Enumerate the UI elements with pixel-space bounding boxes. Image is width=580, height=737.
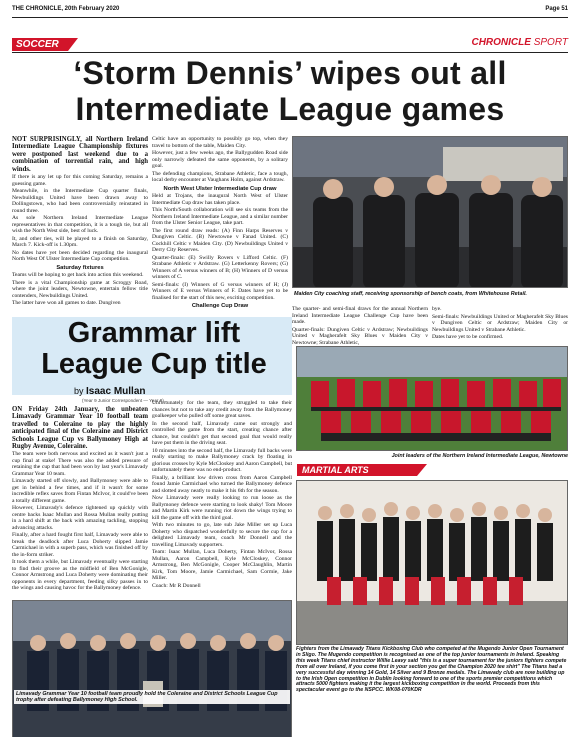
byline-sub: (Year 9 Junior Correspondent — Year 9) — [82, 398, 164, 403]
page-number: Page 51 — [545, 6, 568, 12]
story1-lead: NOT SURPRISINGLY, all Northern Ireland Intermediate League Championship fixtures were postponed last weekend due to a combination of torrential rain, and high winds. — [12, 136, 148, 173]
paragraph: However, Limavady's defence tightened up quickly with centre backs Isaac Mullan and Rossa Mullan really putting in a hard shift at the back with amazing tackling, stopping advancing attacks. — [12, 505, 148, 531]
paragraph: bye. — [432, 306, 442, 312]
brand-chronicle: CHRONICLE — [471, 37, 531, 48]
paragraph: With two minutes to go, late sub Jake Miller set up Luca Doherty who dispatched wonderfully to secure the cup for a delighted Limavady team, coach Mr Donnell and the travelling Limavady supporters. — [152, 522, 292, 548]
photo-kickboxing-club — [296, 480, 568, 645]
paragraph: Now Limavady were really looking to run loose as the Ballymoney defence were starting to look shaky! Tom Moore and Martin Kirk were running riot down the wings trying to kill the game off with the third goal. — [152, 495, 292, 521]
paragraph: The first round draw reads: (A) Finn Harps Reserves v Dungiven Celtic. (B) Newtowne v Fanad United. (C) Cockhill Celtic v Maiden City. (D) Newbuildings United v Derry City Reserves. — [152, 227, 288, 253]
story2-lead: ON Friday 24th January, the unbeaten Limavady Grammar Year 10 football team travelled to Coleraine to play the highly anticipated final of the Coleraine and District Schools League Cup vs Ballymoney High at Rugby Avenue, Coleraine. — [12, 406, 148, 451]
paragraph: The quarter- and semi-final draws for the annual Northern Ireland Intermediate League Challenge Cup have been made. — [292, 306, 428, 325]
paragraph: Dates have yet to be confirmed. — [432, 334, 504, 340]
brand-sport: SPORT — [533, 37, 568, 48]
section-rule — [12, 52, 568, 53]
story1-column-2 — [152, 136, 288, 314]
byline-prefix: by — [74, 386, 84, 396]
paragraph: Unfortunately for the team, they struggled to take their chances but not to take any credit away from the Ballymoney goalkeeper who pulled off some great saves. — [152, 400, 292, 419]
paragraph: Celtic have an opportunity to possibly go top, when they travel to bottom of the table, Maiden City. — [152, 136, 288, 149]
header-date: THE CHRONICLE, 20th February 2020 — [12, 6, 120, 12]
paragraph: Quarter-finals: Dungiven Celtic v Ardstraw; Newbuildings United v Magherafelt Sky Blues v Maiden City v Newtowne; Strabane Athletic, — [292, 326, 428, 346]
byline-name: Isaac Mullan — [86, 386, 146, 397]
headline-line-1: ‘Storm Dennis’ wipes out all — [73, 55, 507, 91]
story2-column-1 — [12, 406, 148, 596]
byline — [74, 386, 146, 397]
paragraph: This North/South collaboration will see six teams from the Northern Ireland Intermediate League, and a similar number from the Ulster Senior League, take part. — [152, 207, 288, 226]
photo-newtowne-team — [296, 346, 568, 451]
paragraph: Quarter-finals: (E) Swilly Rovers v Lifford Celtic. (F) Strabane Athletic v Ardstraw. (G) Letterkenny Rovers; (G) Winners of A versus winners of B; (H) Winners of D versus winners of C. — [152, 254, 288, 280]
paragraph: As sole Northern Ireland Intermediate League representatives in that competition, it is a tough tie, but all wish the North West side, best of luck. — [12, 215, 148, 235]
story1-column-4 — [432, 306, 568, 346]
photo-grammar-team — [12, 600, 292, 737]
header-rule — [12, 17, 568, 18]
photo4-caption: Fighters from the Limavady Titans Kickboxing Club who competed at the Mugendo Junior Open Tournament in Sligo. The Mugendo competition is recognised as one of the top junior tournaments in Ireland. Speaking this week Titans chief instructor Willie Leavy said "this is a super tournament for the juniors fighters compete from all over Ireland, if you come first in your section you get the Champion 2020 tee shirt" The Titans had a very successful day winning 14 Gold, 14 Silver and 9 Bronze medals. The Limavady club are now building up to the Irish Open competition in Dublin looking forward to one of the sports premier competitions which attracts 5000 fighters making it the largest kickboxing competition in the world. Proceeds from this spectacular event go to the NSPCC. WK08-070KDR — [296, 646, 567, 694]
story2-title — [24, 318, 284, 380]
section-tag-arrow — [417, 464, 427, 476]
story1-column-3 — [292, 306, 428, 346]
paragraph: Finally, after a hard fought first half, Limavady were able to break the deadlock after Luca Doherty slipped Jamie Carmichael in with a superb pass, which was finished off by the in-form striker. — [12, 532, 148, 558]
photo-kickboxing-illustration — [297, 481, 568, 645]
paragraph: It took them a while, but Limavady eventually were starting to find their groove as the midfield of Ben McGonigle, Connor Armstrong and Luca Doherty were dominating their opponents in every department, feeding silky passes in to the wings and causing havoc for the Ballymoney defence. — [12, 559, 148, 592]
story2-column-2 — [152, 400, 292, 596]
paragraph: Semi-finals: Newbuildings United or Magherafelt Sky Blues v Dungiven Celtic or Ardstraw; Maiden City or Newbuildings United v Strabane Athletic. — [432, 313, 568, 333]
page-header — [12, 4, 568, 16]
photo2-caption: Joint leaders of the Northern Ireland Intermediate League, Newtowne — [391, 453, 568, 459]
paragraph: 10 minutes into the second half, the Limavady full backs were really starting to make Ballymoney crack by floating in glorious crosses by Kyle McCloskey and Aaron Campbell, but unfortunately there was no end-product. — [152, 447, 292, 473]
subheading: Challenge Cup Draw — [191, 303, 249, 309]
photo-maiden-city-illustration — [293, 137, 568, 288]
headline-line-2: Intermediate League games — [75, 91, 505, 127]
paragraph: If there is any let up for this coming Saturday, remains a guessing game. — [12, 174, 148, 187]
story2-title-line-2: League Cup title — [41, 348, 267, 380]
section-tag-soccer: SOCCER — [12, 38, 68, 51]
main-headline — [12, 55, 568, 127]
story1-column-1 — [12, 136, 148, 314]
paragraph: The team were both nervous and excited as it wasn't just a cup final at stake! There was also the added pressure of retaining the cup that had been won by last year's Limavady Grammar Year 10 team. — [12, 451, 148, 477]
photo3-caption: Limavady Grammar Year 10 football team proudly hold the Coleraine and District Schools League Cup trophy after defeating Ballymoney High School. — [14, 690, 290, 704]
paragraph: However, just a few weeks ago, the Ballygudden Road side only narrowly defeated the same opponents, by a solitary goal. — [152, 150, 288, 169]
section-tag-martial-arts: MARTIAL ARTS — [297, 464, 417, 476]
photo-newtowne-illustration — [297, 347, 568, 451]
paragraph: Finally, a brilliant low driven cross from Aaron Campbell found Jamie Carmichael who turned the Ballymoney defence and slotted away neatly to make it his 6th for the season. — [152, 474, 292, 494]
paragraph: Coach: Mr R Donnell — [152, 582, 201, 589]
paragraph: Teams will be hoping to get back into action this weekend. — [12, 272, 144, 279]
paragraph: In the second half, Limavady came out strongly and controlled the game from the start, creating chance after chance, but couldn't get that second goal that would really have put them in the driving seat. — [152, 420, 292, 446]
paragraph: The defending champions, Strabane Athletic, face a tough, local derby encounter at Vaughans Holm, against Ardstraw. — [152, 170, 288, 183]
photo-grammar-illustration — [13, 601, 292, 737]
subheading: Saturday fixtures — [56, 264, 104, 271]
story2-title-line-1: Grammar lift — [67, 317, 241, 349]
photo1-caption: Maiden City coaching staff, receiving sponsorship of bench coats, from Whitehouse Retail. — [294, 291, 527, 297]
paragraph: The latter have won all games to date. Dungiven — [12, 300, 121, 307]
paragraph: There is a vital Championship game at Scroggy Road, where the joint leaders, Newtowne, entertain fellow title contenders, Newbuildings United. — [12, 279, 148, 299]
paragraph: Semi-finals: (I) Winners of G versus winners of H; (J) Winners of E versus Winners of F. Dates have yet to be finalised for the start of this new, exciting competition. — [152, 281, 288, 301]
paragraph: It, and other ties, will be played to a finish on Saturday, March 7. Kick-off is 1.30pm. — [12, 235, 148, 249]
photo-maiden-city-coaches — [292, 136, 568, 288]
paragraph: Team: Isaac Mullan, Luca Doherty, Fintan McIvor, Rossa Mullan, Aaron Campbell, Kyle McCloskey, Connor Armstrong, Ben McGonigle, Cooper McClaughlin, Martin Kirk, Tom Moore, Jamie Carmichael, Sam Cormie, Jake Miller. — [152, 549, 292, 581]
section-tag-arrow — [68, 38, 78, 51]
brand-logo — [432, 37, 568, 51]
paragraph: Limavady started off slowly, and Ballymoney were able to get in behind a few times, and if it wasn't for some incredible reflex saves from Fintan McIvor, it could've been a totally different game. — [12, 478, 148, 504]
subheading: North West Ulster Intermediate Cup draw — [163, 185, 277, 192]
paragraph: No dates have yet been decided regarding the inaugural North West Of Ulster Intermediate Cup competition. — [12, 249, 148, 263]
paragraph: Held at Trojans, the inaugural North West of Ulster Intermediate Cup draw has taken place. — [152, 193, 288, 206]
paragraph: Meanwhile, in the Intermediate Cup quarter finals, Newbuildings United have been drawn away to Dollingstown, who had been controversially reinstated in round three. — [12, 188, 148, 214]
